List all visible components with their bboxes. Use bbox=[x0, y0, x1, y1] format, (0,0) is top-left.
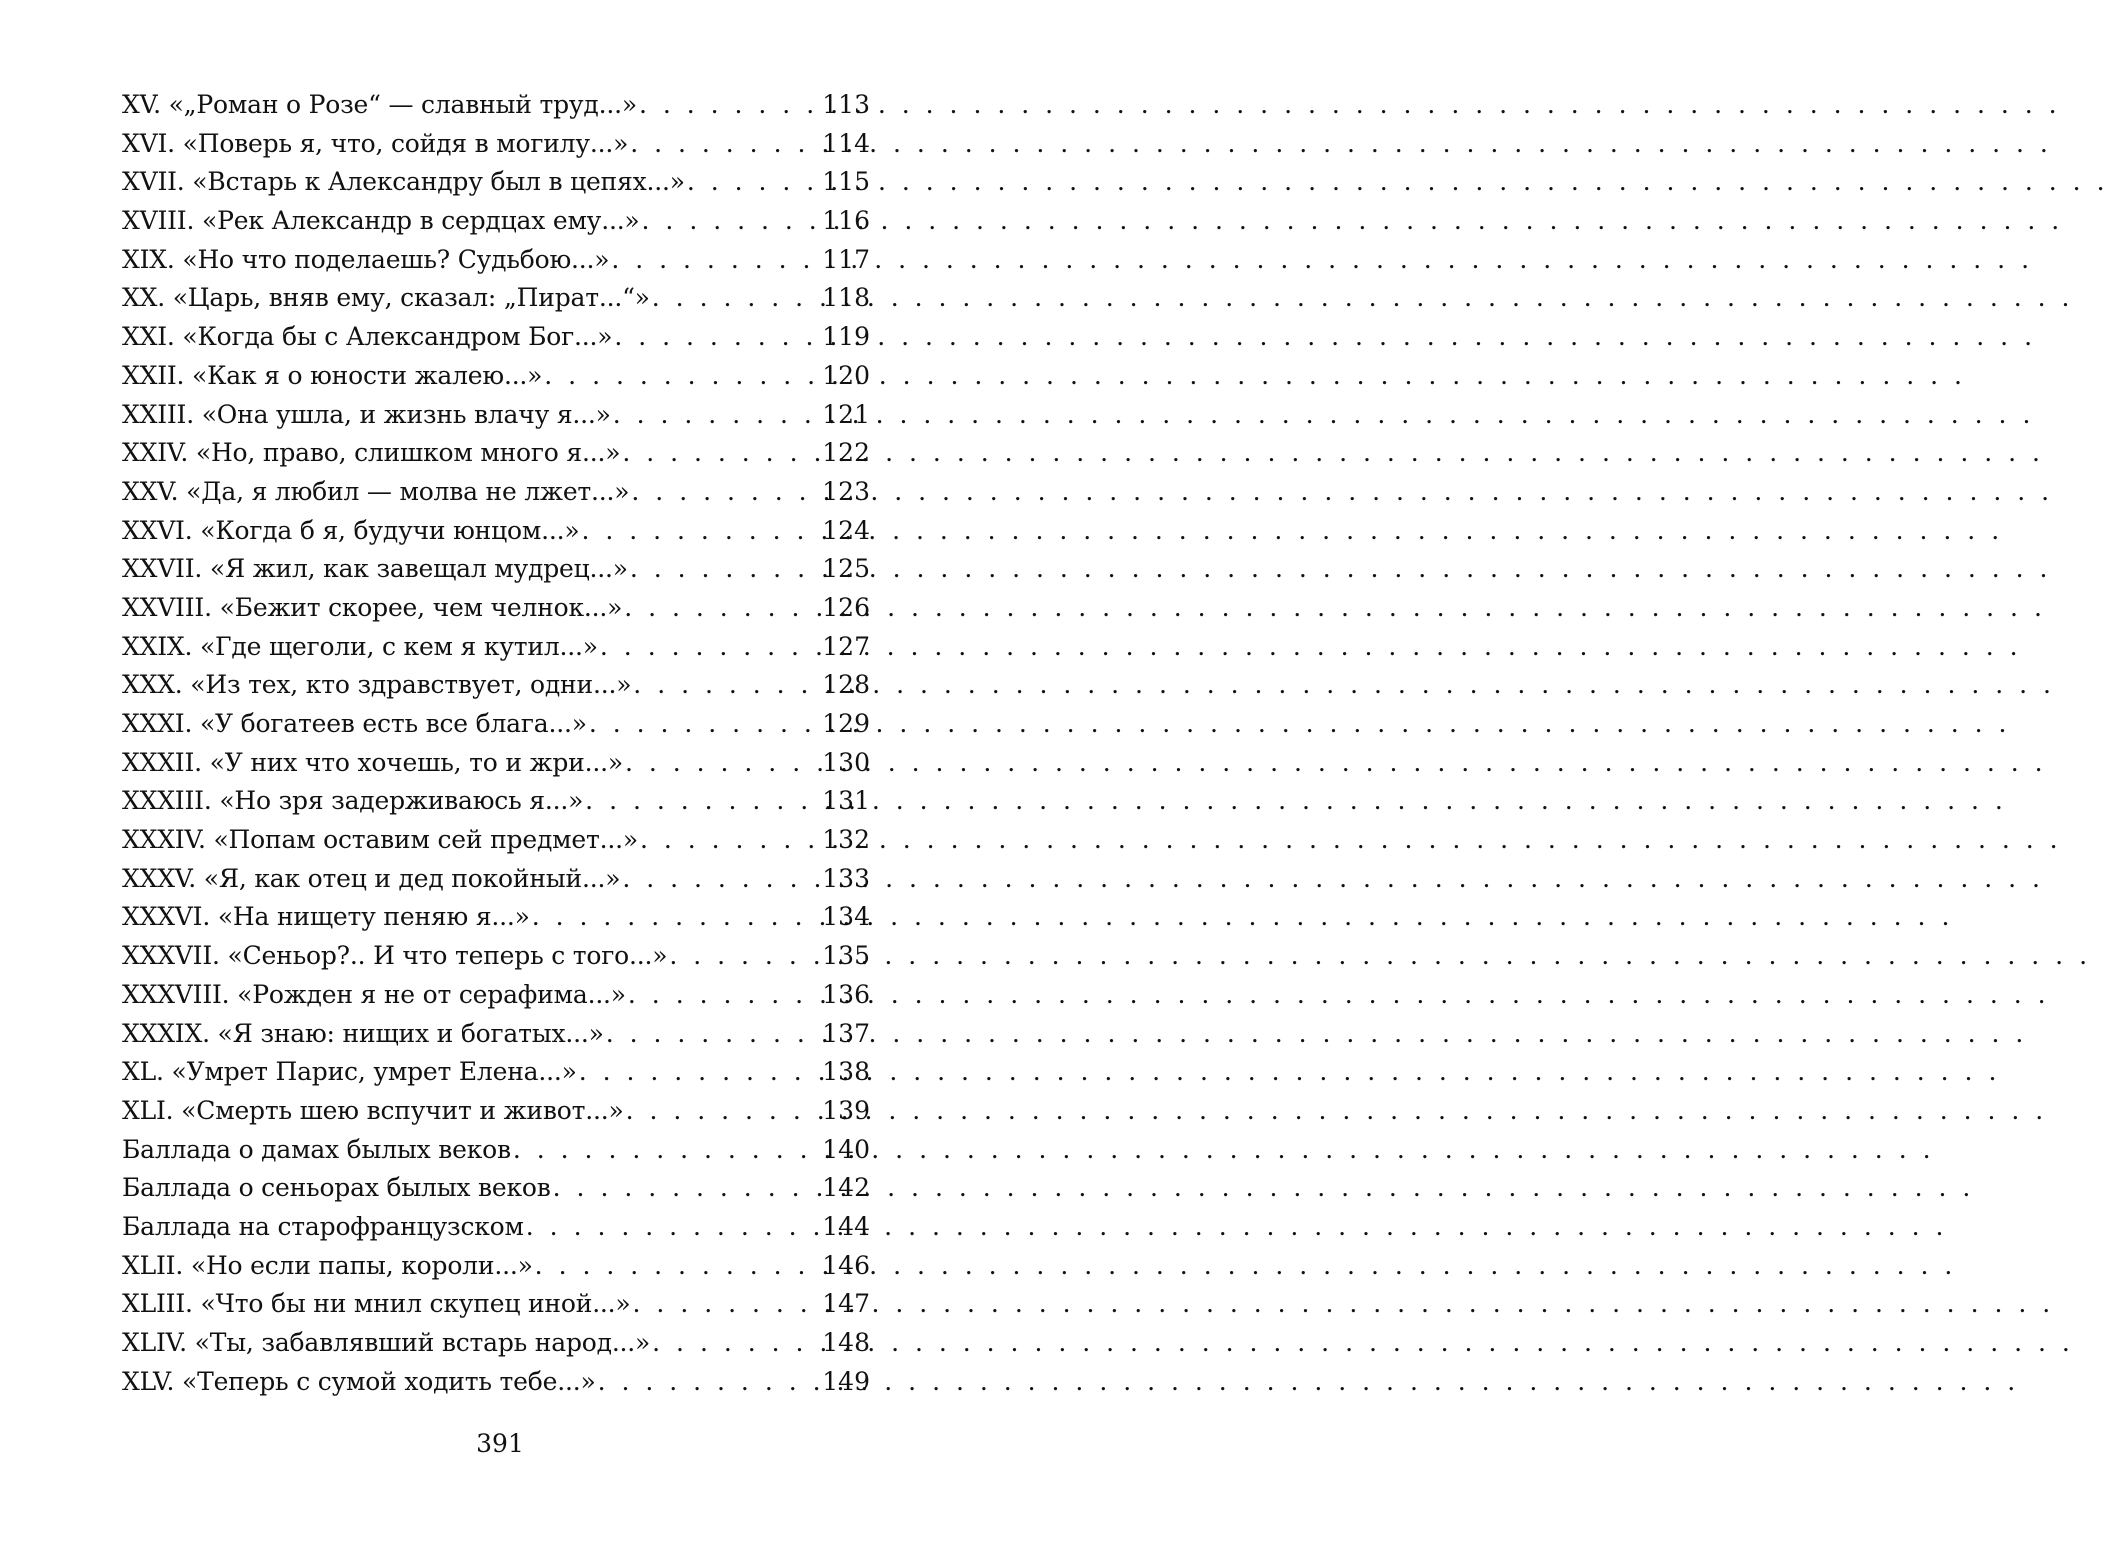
toc-entry bbox=[122, 705, 870, 744]
toc-entry-page: 138 bbox=[822, 1057, 870, 1087]
dot-leader bbox=[614, 318, 820, 357]
dot-leader bbox=[633, 1285, 821, 1324]
toc-entry-page: 148 bbox=[822, 1328, 870, 1357]
dot-leader bbox=[630, 125, 820, 164]
dot-leader bbox=[544, 357, 820, 396]
toc-entry-page: 119 bbox=[822, 322, 870, 352]
toc-entry bbox=[122, 125, 870, 164]
dot-leader bbox=[581, 512, 820, 551]
toc-entry-title: XXXI. «У богатеев есть все блага...» bbox=[122, 709, 587, 738]
toc-entry-page: 116 bbox=[822, 206, 870, 236]
toc-entry-page: 120 bbox=[822, 360, 870, 390]
toc-entry bbox=[122, 1324, 870, 1363]
toc-entry-title: XXIV. «Но, право, слишком много я...» bbox=[122, 438, 621, 468]
toc-entry-page: 137 bbox=[822, 1018, 870, 1048]
page-number: 391 bbox=[476, 1429, 524, 1458]
toc-entry bbox=[122, 1169, 870, 1208]
toc-entry bbox=[122, 1363, 870, 1402]
toc-entry-page: 131 bbox=[822, 786, 870, 816]
toc-entry-title: XL. «Умрет Парис, умрет Елена...» bbox=[122, 1057, 577, 1087]
toc-entry-title: Баллада о дамах былых веков bbox=[122, 1134, 511, 1164]
toc-entry-page: 117 bbox=[822, 244, 870, 274]
toc-entry bbox=[122, 512, 870, 551]
toc-entry-page: 127 bbox=[822, 631, 870, 661]
dot-leader bbox=[613, 396, 821, 435]
toc-entry-page: 121 bbox=[822, 399, 870, 429]
toc-entry-page: 142 bbox=[822, 1173, 870, 1203]
toc-entry-page: 146 bbox=[822, 1250, 870, 1280]
dot-leader bbox=[532, 898, 821, 937]
toc-entry-page: 136 bbox=[822, 979, 870, 1009]
toc-entry bbox=[122, 202, 870, 241]
toc-entry-title: XXXIII. «Но зря задерживаюсь я...» bbox=[122, 786, 584, 816]
toc-entry-title: XXVIII. «Бежит скорее, чем челнок...» bbox=[122, 592, 623, 622]
dot-leader bbox=[630, 550, 820, 589]
toc-entry bbox=[122, 1247, 870, 1286]
toc-entry-title: XXIII. «Она ушла, и жизнь влачу я...» bbox=[122, 399, 611, 429]
toc-entry-title: XXXIX. «Я знаю: нищих и богатых...» bbox=[122, 1018, 604, 1048]
toc-entry-page: 147 bbox=[822, 1289, 870, 1319]
toc-entry bbox=[122, 473, 870, 512]
toc-entry bbox=[122, 821, 870, 860]
toc-entry-page: 144 bbox=[822, 1211, 870, 1241]
toc-entry-page: 125 bbox=[822, 554, 870, 584]
toc-entry-title: XLI. «Смерть шею вспучит и живот...» bbox=[122, 1095, 624, 1125]
toc-entry-title: XXV. «Да, я любил — молва не лжет...» bbox=[122, 476, 630, 506]
toc-entry-title: XIX. «Но что поделаешь? Судьбою...» bbox=[122, 244, 610, 274]
toc-entry-title: XXXVI. «На нищету пеняю я...» bbox=[122, 902, 530, 932]
toc-entry bbox=[122, 666, 870, 705]
dot-leader bbox=[585, 782, 820, 821]
toc-entry bbox=[122, 976, 870, 1015]
toc-entry-page: 123 bbox=[822, 476, 870, 506]
toc-entry-title: Баллада на старофранцузском bbox=[122, 1211, 524, 1241]
dot-leader bbox=[589, 705, 820, 744]
toc-entry-title: XV. «„Роман о Розе“ — славный труд...» bbox=[122, 90, 637, 119]
toc-entry bbox=[122, 357, 870, 396]
toc-entry-title: XXXII. «У них что хочешь, то и жри...» bbox=[122, 747, 623, 777]
dot-leader bbox=[513, 1131, 820, 1170]
toc-entry bbox=[122, 396, 870, 435]
toc-entry-page: 115 bbox=[822, 167, 870, 197]
dot-leader bbox=[598, 1363, 821, 1402]
dot-leader bbox=[553, 1169, 821, 1208]
dot-leader bbox=[639, 86, 820, 125]
toc-entry bbox=[122, 434, 870, 473]
dot-leader bbox=[624, 589, 820, 628]
toc-entry-page: 140 bbox=[822, 1134, 870, 1164]
toc-entry-title: XLIV. «Ты, забавлявший встарь народ...» bbox=[122, 1328, 651, 1357]
toc-entry-title: XLIII. «Что бы ни мнил скупец иной...» bbox=[122, 1289, 631, 1319]
dot-leader bbox=[631, 473, 820, 512]
toc-entry bbox=[122, 937, 870, 976]
toc-entry bbox=[122, 1092, 870, 1131]
toc-entry bbox=[122, 1053, 870, 1092]
toc-entry bbox=[122, 1208, 870, 1247]
toc-entry-title: XLV. «Теперь с сумой ходить тебе...» bbox=[122, 1366, 596, 1396]
toc-entry-title: XXX. «Из тех, кто здравствует, одни...» bbox=[122, 670, 632, 700]
toc-entry bbox=[122, 318, 870, 357]
dot-leader bbox=[622, 860, 820, 899]
toc-entry bbox=[122, 782, 870, 821]
dot-leader bbox=[652, 279, 821, 318]
toc-entry-title: XXXVII. «Сеньор?.. И что теперь с того...» bbox=[122, 941, 668, 971]
dot-leader bbox=[535, 1247, 821, 1286]
dot-leader bbox=[628, 976, 820, 1015]
dot-leader bbox=[669, 937, 820, 976]
dot-leader bbox=[579, 1053, 821, 1092]
toc-entry-page: 114 bbox=[822, 128, 870, 158]
toc-entry-title: XXVI. «Когда б я, будучи юнцом...» bbox=[122, 515, 580, 545]
toc-entry-page: 135 bbox=[822, 941, 870, 971]
toc-entry-page: 133 bbox=[822, 863, 870, 893]
toc-entry-page: 122 bbox=[822, 438, 870, 468]
toc-entry bbox=[122, 898, 870, 937]
toc-entry-page: 128 bbox=[822, 670, 870, 700]
toc-entry bbox=[122, 163, 870, 202]
dot-leader bbox=[642, 202, 821, 241]
toc-entry-page: 132 bbox=[822, 825, 870, 855]
toc-entry-page: 118 bbox=[822, 283, 870, 313]
dot-leader bbox=[687, 163, 820, 202]
toc-entry-title: XVII. «Встарь к Александру был в цепях...» bbox=[122, 167, 685, 197]
toc-entry-title: XVI. «Поверь я, что, сойдя в могилу...» bbox=[122, 128, 629, 158]
toc-entry bbox=[122, 589, 870, 628]
toc-entry bbox=[122, 86, 870, 125]
dot-leader bbox=[622, 434, 820, 473]
toc-entry-page: 126 bbox=[822, 592, 870, 622]
toc-entry-title: XXXVIII. «Рожден я не от серафима...» bbox=[122, 979, 626, 1009]
toc-entry bbox=[122, 1131, 870, 1170]
toc-entry-page: 134 bbox=[822, 902, 870, 932]
dot-leader bbox=[526, 1208, 821, 1247]
toc-entry-page: 149 bbox=[822, 1366, 870, 1396]
dot-leader bbox=[640, 821, 820, 860]
toc-entry-page: 124 bbox=[822, 515, 870, 545]
toc-entry-page: 129 bbox=[822, 709, 870, 738]
toc-entry bbox=[122, 860, 870, 899]
toc-entry bbox=[122, 550, 870, 589]
toc-entry-title: XXVII. «Я жил, как завещал мудрец...» bbox=[122, 554, 628, 584]
toc-entry-page: 139 bbox=[822, 1095, 870, 1125]
dot-leader bbox=[611, 241, 820, 280]
toc-entry-title: XXI. «Когда бы с Александром Бог...» bbox=[122, 322, 613, 352]
toc-entry-title: XXXV. «Я, как отец и дед покойный...» bbox=[122, 863, 621, 893]
toc-entry bbox=[122, 279, 870, 318]
dot-leader bbox=[652, 1324, 820, 1363]
table-of-contents bbox=[122, 86, 870, 1401]
toc-entry-title: Баллада о сеньорах былых веков bbox=[122, 1173, 551, 1203]
toc-entry bbox=[122, 744, 870, 783]
dot-leader bbox=[633, 666, 820, 705]
toc-entry bbox=[122, 1015, 870, 1054]
toc-entry-page: 113 bbox=[822, 90, 870, 119]
toc-entry-title: XXII. «Как я о юности жалею...» bbox=[122, 360, 543, 390]
dot-leader bbox=[600, 628, 820, 667]
toc-entry-title: XVIII. «Рек Александр в сердцах ему...» bbox=[122, 206, 640, 236]
toc-entry bbox=[122, 628, 870, 667]
dot-leader bbox=[606, 1015, 821, 1054]
toc-entry bbox=[122, 241, 870, 280]
toc-entry-page: 130 bbox=[822, 747, 870, 777]
toc-entry-title: XXIX. «Где щеголи, с кем я кутил...» bbox=[122, 631, 598, 661]
dot-leader bbox=[625, 744, 820, 783]
dot-leader bbox=[626, 1092, 821, 1131]
toc-entry bbox=[122, 1285, 870, 1324]
toc-entry-title: XX. «Царь, вняв ему, сказал: „Пират...“» bbox=[122, 283, 650, 313]
toc-entry-title: XXXIV. «Попам оставим сей предмет...» bbox=[122, 825, 638, 855]
toc-entry-title: XLII. «Но если папы, короли...» bbox=[122, 1250, 533, 1280]
